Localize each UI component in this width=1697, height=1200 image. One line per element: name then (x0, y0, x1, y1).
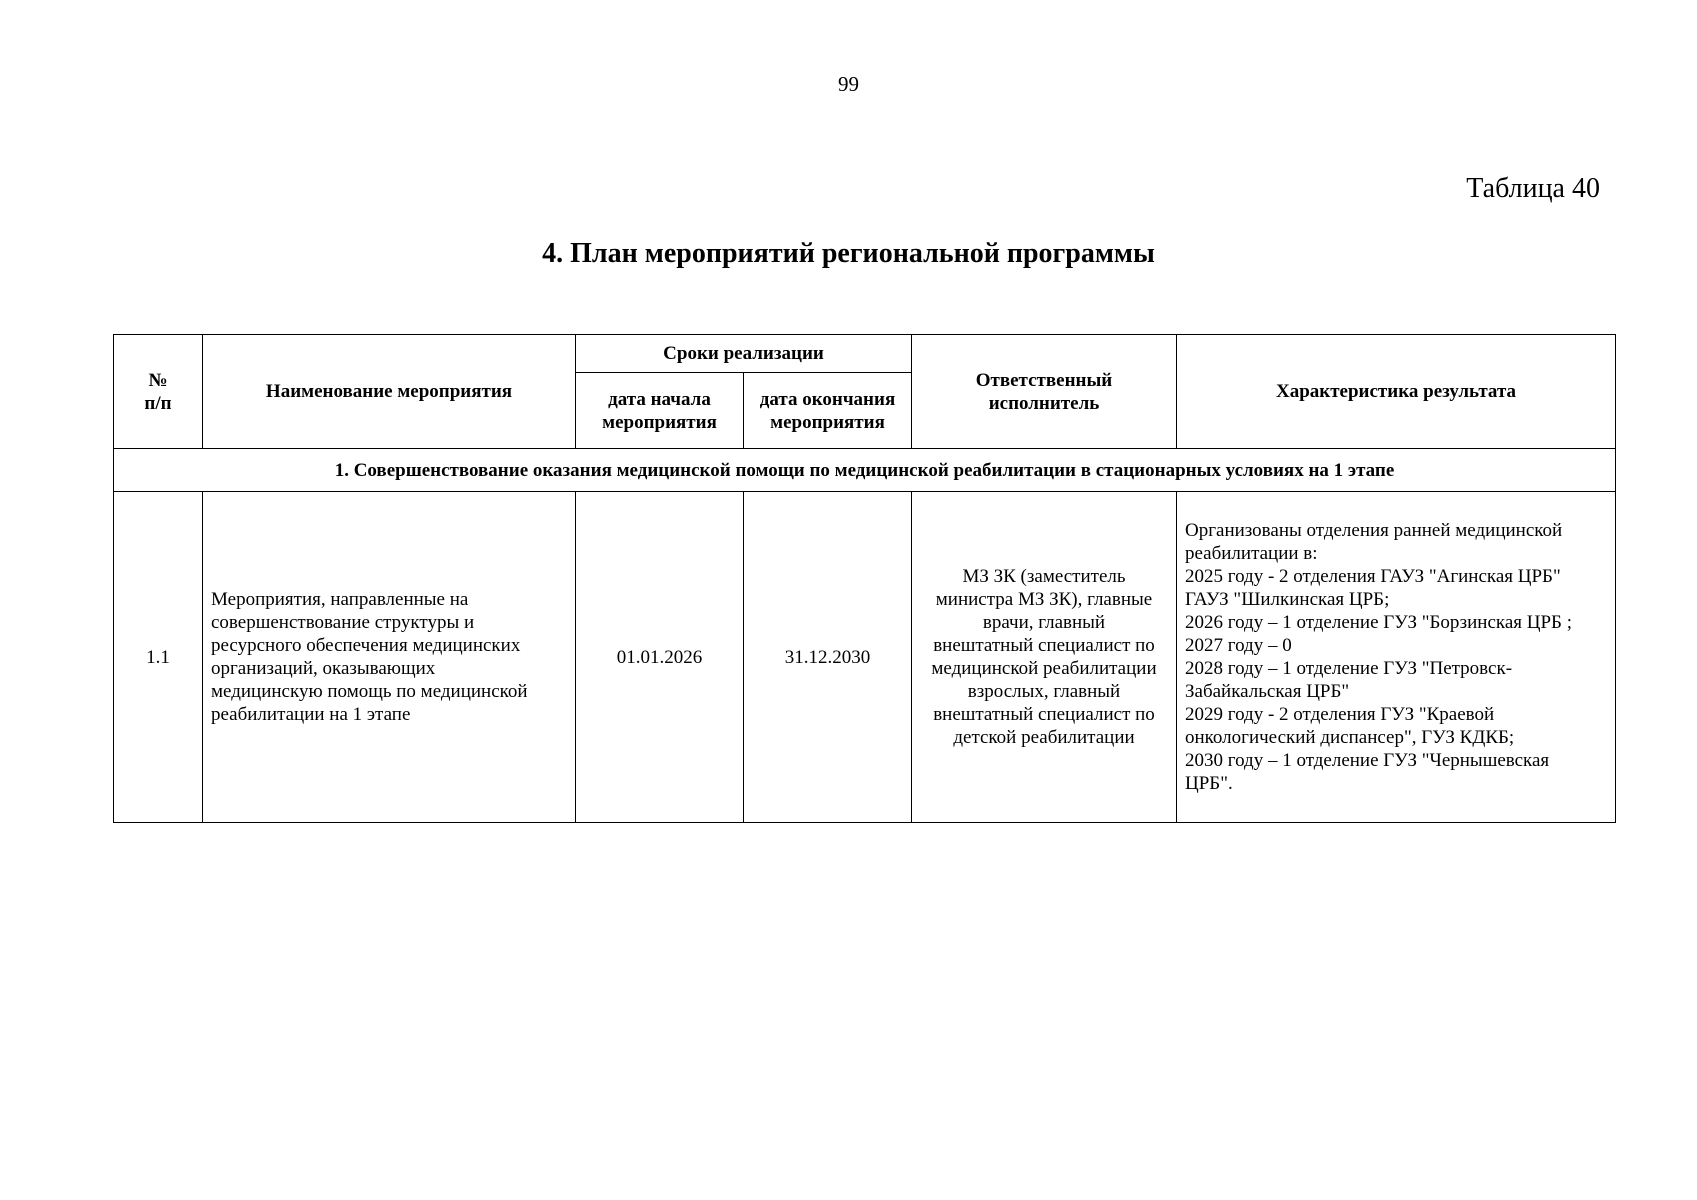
header-num: № п/п (114, 335, 203, 449)
header-name: Наименование мероприятия (203, 335, 576, 449)
action-plan-table (113, 334, 1616, 823)
row-end-date: 31.12.2030 (744, 492, 912, 823)
header-end-date: дата окончания мероприятия (744, 373, 912, 449)
table-label: Таблица 40 (1466, 173, 1600, 204)
header-start-date: дата начала мероприятия (576, 373, 744, 449)
section-title: 4. План мероприятий региональной программы (542, 238, 1155, 269)
row-result: Организованы отделения ранней медицинской реабилитации в: 2025 году - 2 отделения ГАУЗ "Агинская ЦРБ" ГАУЗ "Шилкинская ЦРБ; 2026 году – 1 отделение ГУЗ "Борзинская ЦРБ ; 2027 году – 0 2028 году – 1 отделение ГУЗ "Петровск- Забайкальская ЦРБ" 2029 году - 2 отделения ГУЗ "Краевой онкологический диспансер", ГУЗ КДКБ; 2030 году – 1 отделение ГУЗ "Чернышевская ЦРБ". (1177, 492, 1616, 823)
row-responsible: МЗ ЗК (заместитель министра МЗ ЗК), главные врачи, главный внештатный специалист по медицинской реабилитации взрослых, главный внештатный специалист по детской реабилитации (912, 492, 1177, 823)
section-heading-row (114, 449, 1616, 492)
row-name: Мероприятия, направленные на совершенствование структуры и ресурсного обеспечения медицинских организаций, оказывающих медицинскую помощь по медицинской реабилитации на 1 этапе (203, 492, 576, 823)
row-num: 1.1 (114, 492, 203, 823)
header-row-1 (114, 335, 1616, 373)
table-row (114, 492, 1616, 823)
header-period: Сроки реализации (576, 335, 912, 373)
header-responsible: Ответственный исполнитель (912, 335, 1177, 449)
row-start-date: 01.01.2026 (576, 492, 744, 823)
section-heading: 1. Совершенствование оказания медицинской помощи по медицинской реабилитации в стационарных условиях на 1 этапе (114, 449, 1616, 492)
page-number: 99 (838, 72, 859, 96)
header-result: Характеристика результата (1177, 335, 1616, 449)
